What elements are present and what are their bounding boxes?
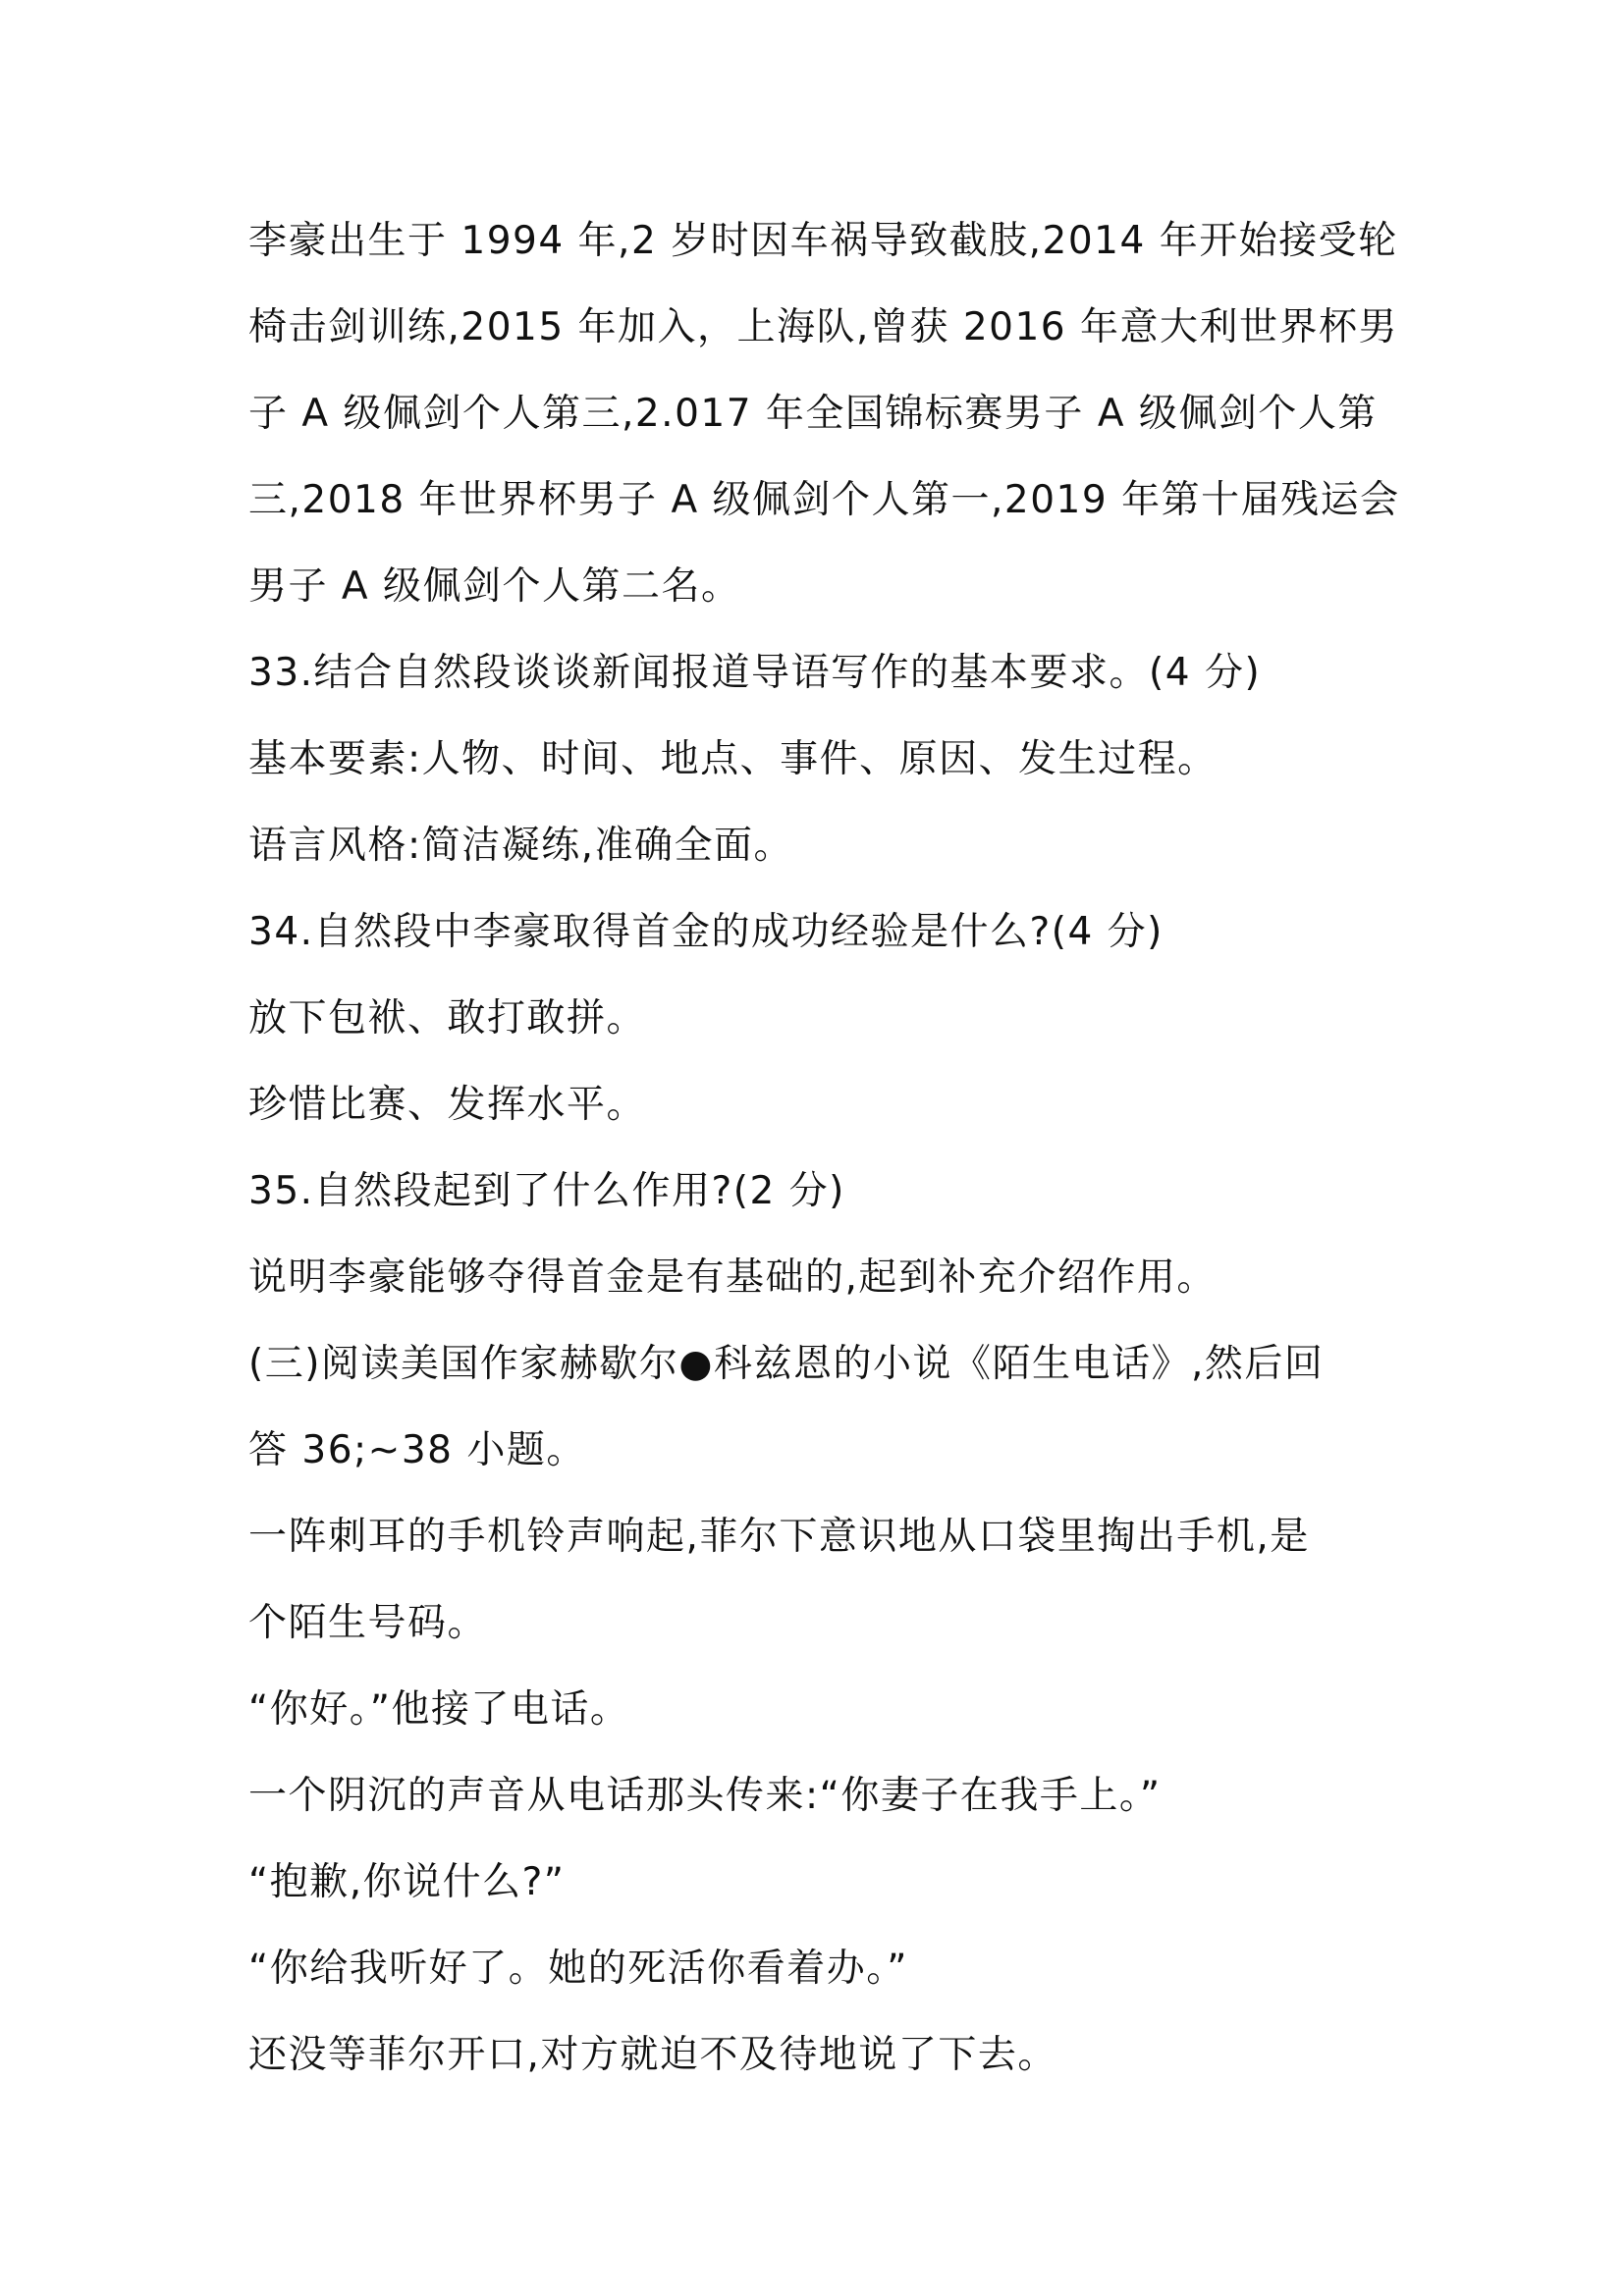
answer-line: 说明李豪能够夺得首金是有基础的,起到补充介绍作用。 bbox=[248, 1255, 1217, 1300]
document-body bbox=[248, 198, 1400, 2099]
text-line: 三,2018 年世界杯男子 A 级佩剑个人第一,2019 年第十届残运会 bbox=[248, 478, 1400, 522]
story-line: 个陌生号码。 bbox=[248, 1601, 488, 1645]
text-line: 男子 A 级佩剑个人第二名。 bbox=[248, 564, 741, 609]
answer-line: 放下包袱、敢打敢拼。 bbox=[248, 996, 647, 1041]
text-line: 子 A 级佩剑个人第三,2.017 年全国锦标赛男子 A 级佩剑个人第 bbox=[248, 392, 1378, 436]
story-line: “抱歉,你说什么?” bbox=[248, 1860, 566, 1904]
section-heading: (三)阅读美国作家赫歇尔●科兹恩的小说《陌生电话》,然后回 bbox=[248, 1342, 1325, 1386]
story-line: 还没等菲尔开口,对方就迫不及待地说了下去。 bbox=[248, 2033, 1057, 2077]
question-34: 34.自然段中李豪取得首金的成功经验是什么?(4 分) bbox=[248, 910, 1164, 954]
question-35: 35.自然段起到了什么作用?(2 分) bbox=[248, 1169, 845, 1213]
story-line: “你好。”他接了电话。 bbox=[248, 1687, 630, 1732]
question-33: 33.结合自然段谈谈新闻报道导语写作的基本要求。(4 分) bbox=[248, 651, 1262, 695]
story-line: 一阵刺耳的手机铃声响起,菲尔下意识地从口袋里掏出手机,是 bbox=[248, 1515, 1310, 1559]
story-line: “你给我听好了。她的死活你看着办。” bbox=[248, 1947, 908, 1991]
text-line: 李豪出生于 1994 年,2 岁时因车祸导致截肢,2014 年开始接受轮 bbox=[248, 219, 1398, 263]
answer-line: 基本要素:人物、时间、地点、事件、原因、发生过程。 bbox=[248, 737, 1218, 781]
answer-line: 珍惜比赛、发挥水平。 bbox=[248, 1083, 647, 1127]
section-heading: 答 36;~38 小题。 bbox=[248, 1428, 586, 1472]
story-line: 一个阴沉的声音从电话那头传来:“你妻子在我手上。” bbox=[248, 1774, 1162, 1818]
answer-line: 语言风格:简洁凝练,准确全面。 bbox=[248, 824, 794, 868]
text-line: 椅击剑训练,2015 年加入，上海队,曾获 2016 年意大利世界杯男 bbox=[248, 305, 1398, 349]
